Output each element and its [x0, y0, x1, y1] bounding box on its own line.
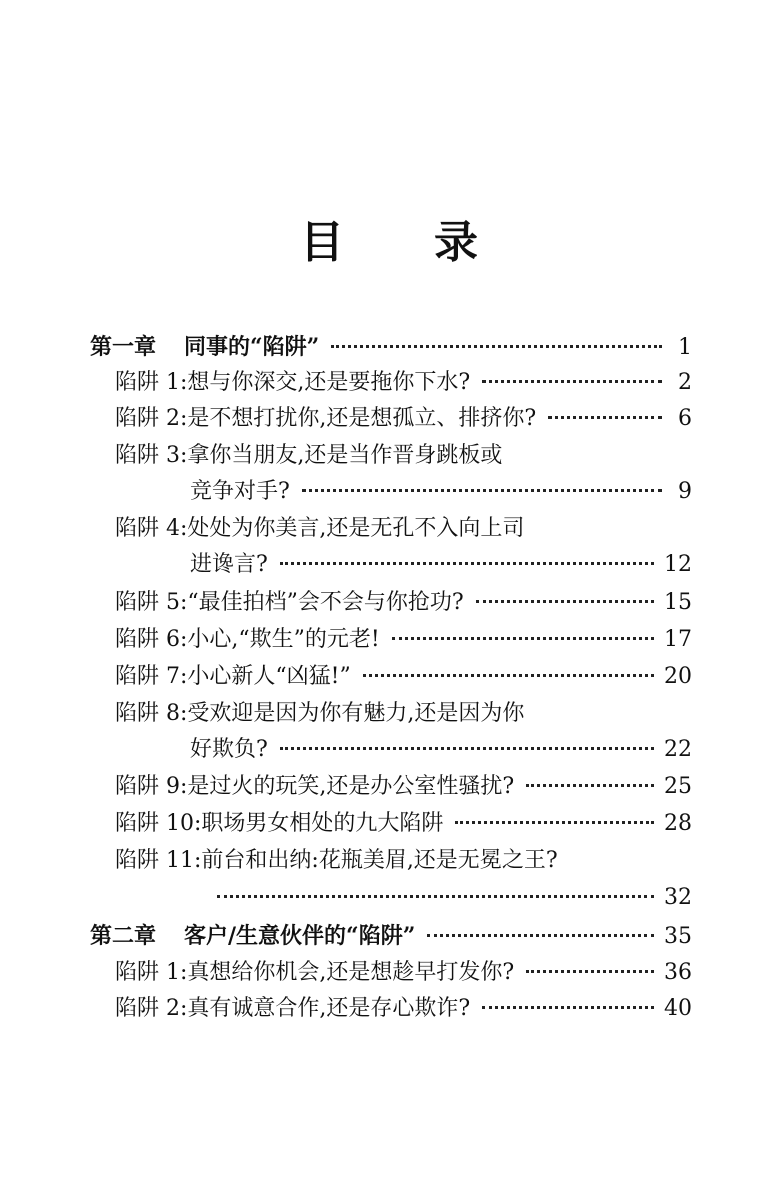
page-number: 17: [664, 627, 692, 652]
toc-chapter-2[interactable]: [90, 920, 692, 952]
item-title: 小心,“欺生”的元老!: [187, 627, 380, 652]
page-number: 12: [664, 552, 692, 577]
chapter-title: 客户/生意伙伴的“陷阱”: [184, 923, 416, 949]
item-label: 陷阱 1:: [115, 370, 188, 395]
item-label: 陷阱 2:: [115, 996, 188, 1021]
toc-item-1-6[interactable]: [115, 624, 692, 656]
item-title: 真有诚意合作,还是存心欺诈?: [187, 996, 471, 1021]
toc-item-1-3-continued[interactable]: [190, 476, 692, 508]
dot-leader: [331, 345, 662, 348]
item-label: 陷阱 11:: [115, 848, 202, 873]
toc-item-1-8-continued[interactable]: [190, 734, 692, 766]
page-number: 22: [664, 737, 692, 762]
dot-leader: [217, 895, 654, 898]
page-number: 20: [664, 664, 692, 689]
item-title: 想与你深交,还是要拖你下水?: [187, 370, 471, 395]
page-number: 28: [664, 811, 692, 836]
item-title: 受欢迎是因为你有魅力,还是因为你: [187, 701, 525, 726]
item-label: 陷阱 9:: [115, 774, 188, 799]
page-number: 15: [664, 590, 692, 615]
dot-leader: [280, 562, 654, 565]
item-heading: [115, 771, 514, 803]
item-heading: [115, 808, 443, 840]
chapter-label: 第一章: [90, 334, 157, 360]
item-label: 陷阱 8:: [115, 701, 188, 726]
dot-leader: [476, 600, 654, 603]
page-number: 32: [664, 885, 692, 910]
item-title: 职场男女相处的九大陷阱: [201, 811, 444, 836]
toc-item-1-11-continued[interactable]: [217, 882, 692, 914]
toc-item-1-8[interactable]: [115, 698, 692, 730]
page-number: 9: [678, 479, 692, 504]
toc-item-2-1[interactable]: [115, 957, 692, 989]
page-number: 6: [678, 406, 692, 431]
toc-item-2-2[interactable]: [115, 993, 692, 1025]
dot-leader: [427, 934, 654, 937]
item-title: 拿你当朋友,还是当作晋身跳板或: [187, 443, 503, 468]
toc-chapter-1[interactable]: [90, 331, 692, 363]
toc-item-1-1[interactable]: [115, 367, 692, 399]
dot-leader: [392, 637, 654, 640]
item-title: “最佳拍档”会不会与你抢功?: [187, 590, 464, 615]
item-heading: [115, 440, 502, 472]
item-label: 陷阱 7:: [115, 664, 188, 689]
item-label: 陷阱 1:: [115, 960, 188, 985]
toc-item-1-10[interactable]: [115, 808, 692, 840]
item-title-continued: 进谗言?: [190, 552, 268, 577]
dot-leader: [526, 784, 654, 787]
item-label: 陷阱 4:: [115, 516, 188, 541]
toc-item-1-11[interactable]: [115, 845, 692, 877]
item-title: 前台和出纳:花瓶美眉,还是无冕之王?: [201, 848, 558, 873]
page-number: 35: [664, 924, 692, 949]
item-title-continued: 竞争对手?: [190, 479, 290, 504]
dot-leader: [482, 1006, 654, 1009]
item-label: 陷阱 3:: [115, 443, 188, 468]
toc-item-1-4-continued[interactable]: [190, 549, 692, 581]
toc-item-1-7[interactable]: [115, 661, 692, 693]
item-heading: [115, 403, 536, 435]
page-title: [0, 208, 768, 278]
item-title: 真想给你机会,还是想趁早打发你?: [187, 960, 515, 985]
dot-leader: [302, 489, 662, 492]
chapter-heading: [90, 331, 319, 363]
toc-item-1-2[interactable]: [115, 403, 692, 435]
page-number: 1: [678, 335, 692, 360]
page-number: 2: [678, 370, 692, 395]
toc-item-1-9[interactable]: [115, 771, 692, 803]
item-title: 是不想打扰你,还是想孤立、排挤你?: [187, 406, 537, 431]
page-number: 25: [664, 774, 692, 799]
item-title: 是过火的玩笑,还是办公室性骚扰?: [187, 774, 515, 799]
title-char-mu: 目: [300, 217, 344, 268]
item-heading: [115, 957, 514, 989]
item-heading: [115, 624, 380, 656]
chapter-heading: [90, 920, 415, 952]
item-heading: [115, 845, 558, 877]
dot-leader: [548, 416, 662, 419]
item-heading: [115, 587, 464, 619]
toc-item-1-3[interactable]: [115, 440, 692, 472]
toc-item-1-5[interactable]: [115, 587, 692, 619]
item-title: 处处为你美言,还是无孔不入向上司: [187, 516, 525, 541]
title-char-lu: 录: [434, 217, 478, 268]
page-number: 40: [664, 996, 692, 1021]
chapter-label: 第二章: [90, 923, 157, 949]
item-heading: [115, 661, 351, 693]
item-heading: [115, 513, 524, 545]
toc-item-1-4[interactable]: [115, 513, 692, 545]
dot-leader: [280, 747, 654, 750]
item-label: 陷阱 6:: [115, 627, 188, 652]
item-heading: [115, 367, 470, 399]
item-label: 陷阱 2:: [115, 406, 188, 431]
item-heading: [115, 993, 470, 1025]
item-heading: [115, 698, 524, 730]
dot-leader: [482, 380, 662, 383]
chapter-title: 同事的“陷阱”: [184, 334, 320, 360]
item-label: 陷阱 5:: [115, 590, 188, 615]
page-number: 36: [664, 960, 692, 985]
dot-leader: [526, 970, 654, 973]
dot-leader: [455, 821, 654, 824]
item-title: 小心新人“凶猛!”: [187, 664, 351, 689]
item-label: 陷阱 10:: [115, 811, 202, 836]
item-title-continued: 好欺负?: [190, 737, 268, 762]
dot-leader: [363, 674, 654, 677]
